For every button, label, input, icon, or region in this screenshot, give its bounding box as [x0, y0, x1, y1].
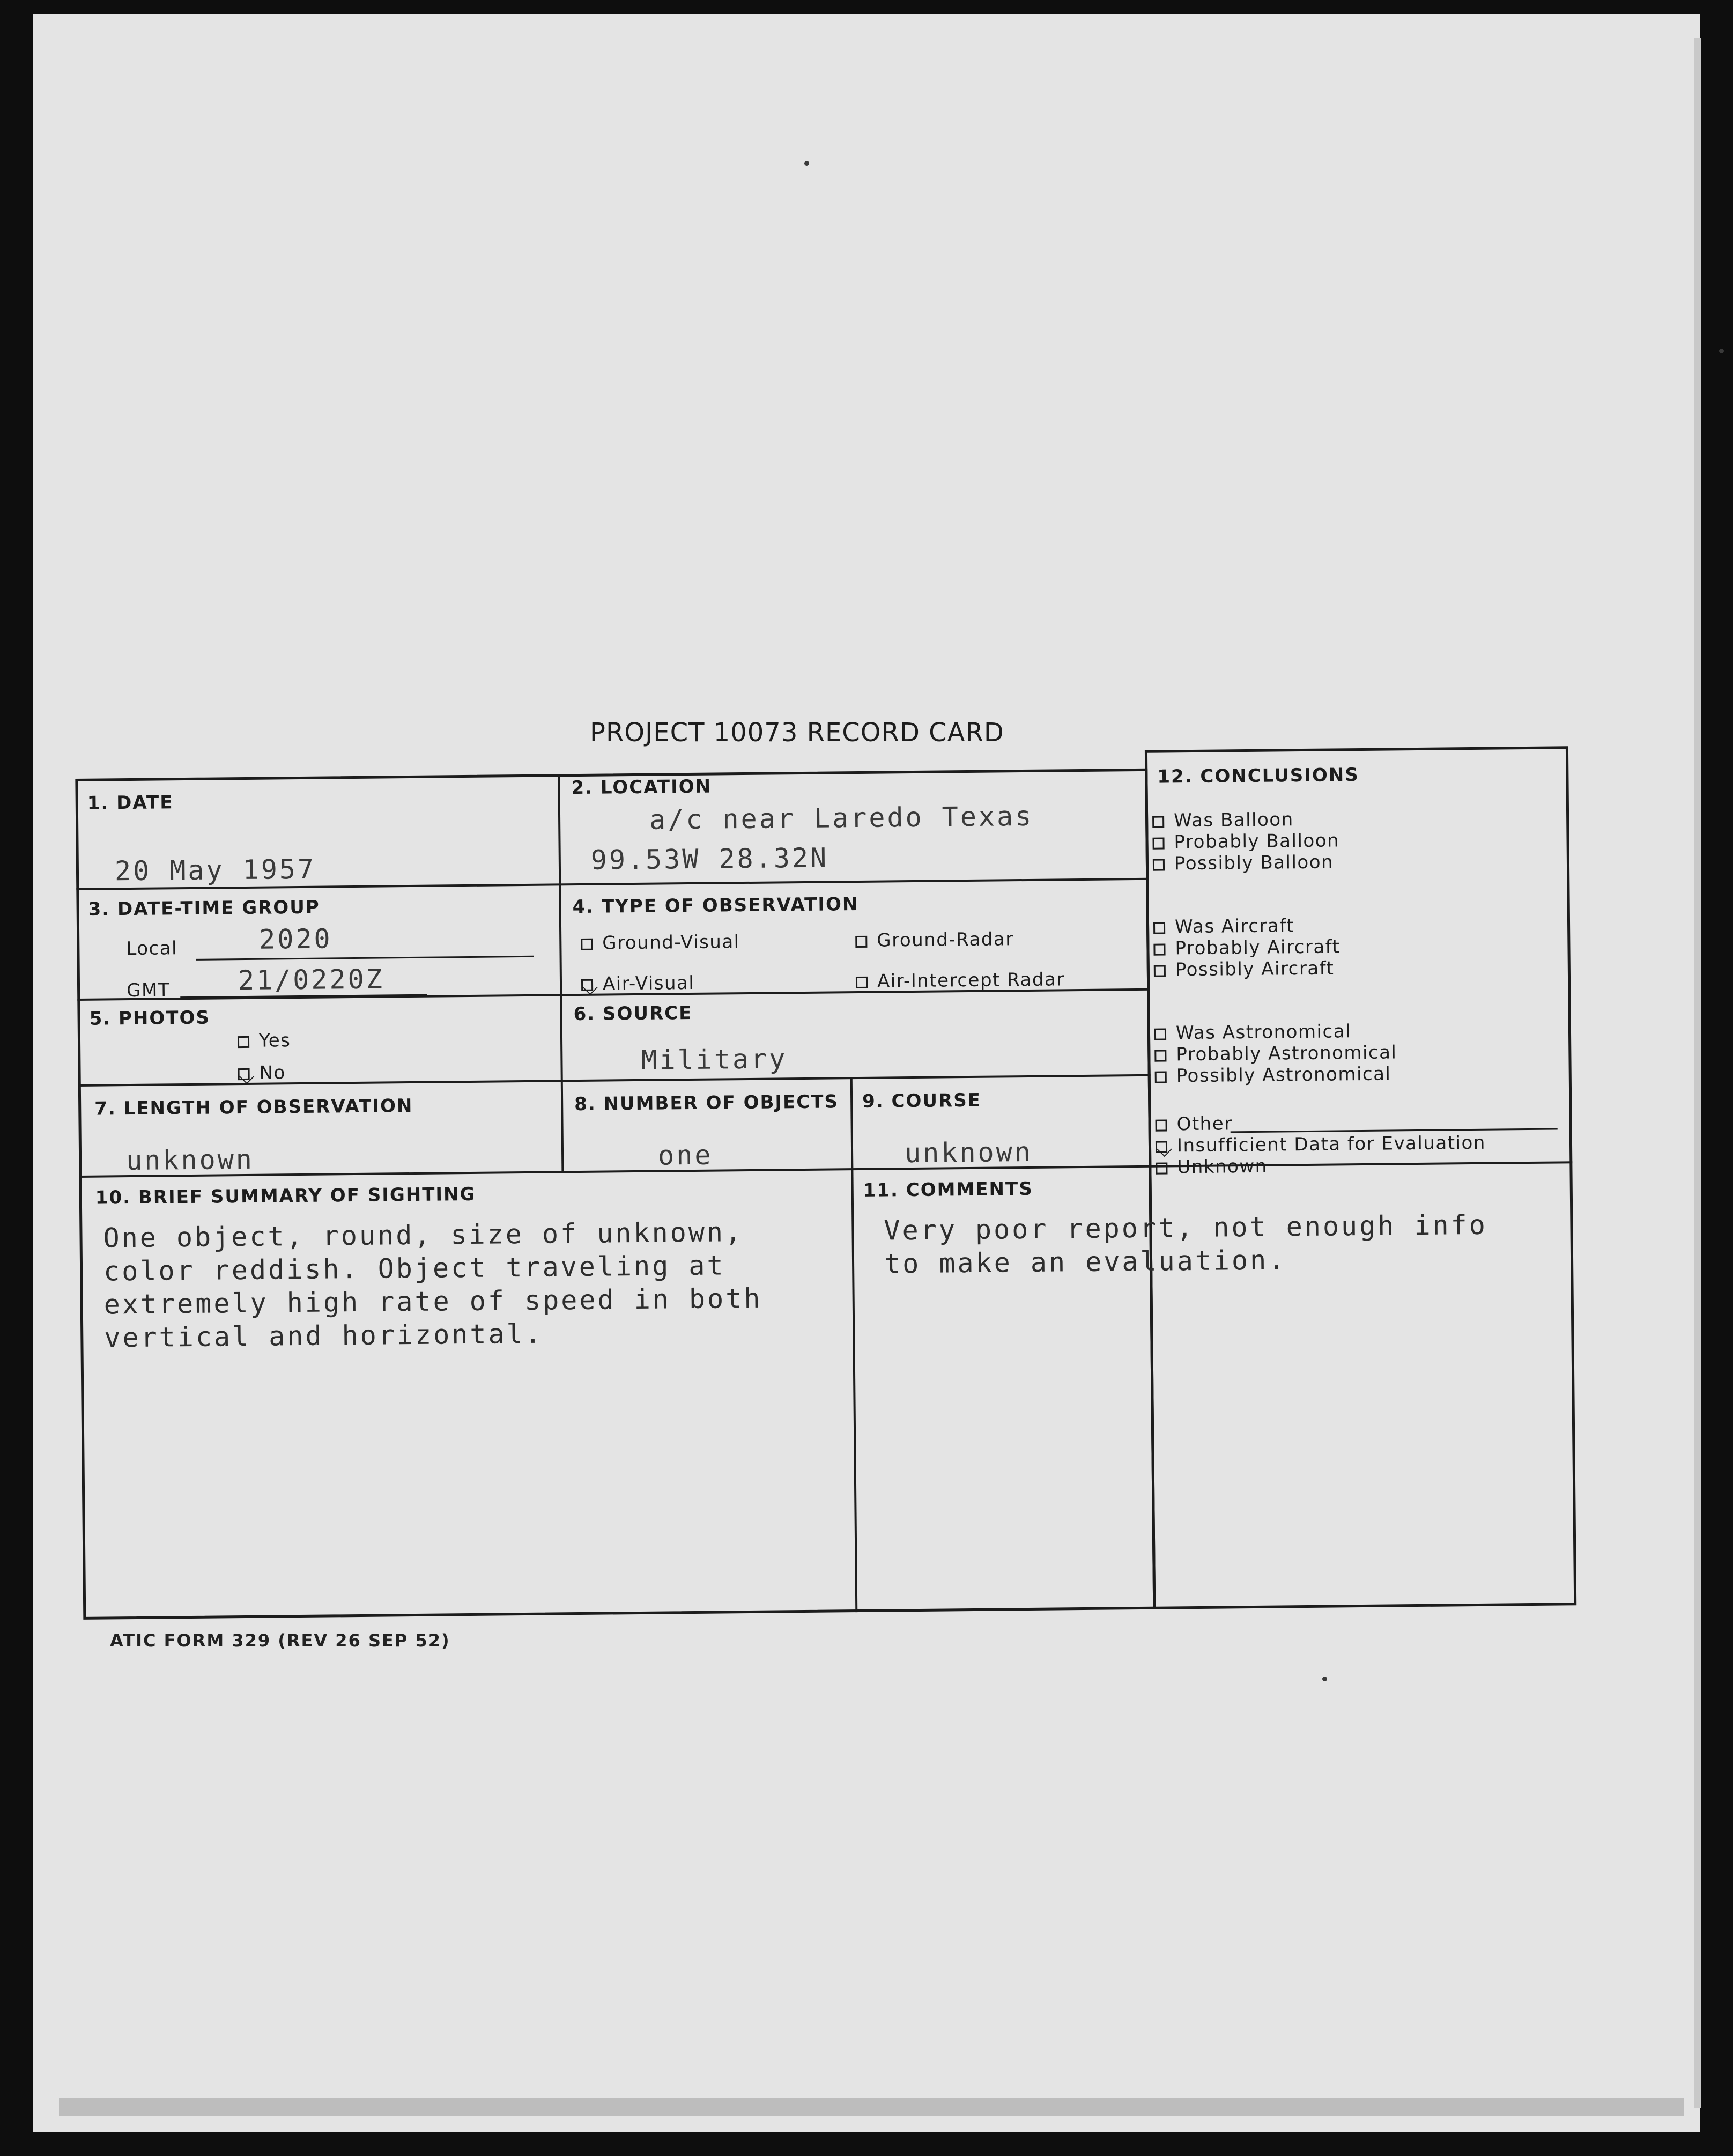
- conclusion-text: Unknown: [1177, 1155, 1268, 1178]
- option-ground-radar-text: Ground-Radar: [877, 928, 1014, 951]
- number-of-objects-label: 8. NUMBER OF OBJECTS: [574, 1091, 839, 1116]
- checkbox-possibly-astronomical: [1155, 1071, 1167, 1083]
- checkbox-ground-radar: [855, 936, 867, 948]
- photos-yes-text: Yes: [258, 1030, 291, 1052]
- option-air-intercept-radar: [856, 969, 1065, 992]
- checkbox-other: [1156, 1119, 1167, 1131]
- scan-speck: [804, 161, 809, 166]
- checkbox-probably-aircraft: [1153, 943, 1165, 955]
- option-air-visual: [581, 972, 695, 995]
- checkbox-insufficient-data-checked: [1156, 1141, 1167, 1153]
- conclusion-text: Was Aircraft: [1174, 915, 1295, 938]
- conclusion-text: Possibly Balloon: [1174, 851, 1334, 875]
- checkbox-ground-visual: [581, 939, 593, 950]
- date-value: 20 May 1957: [114, 853, 316, 887]
- checkbox-probably-astronomical: [1154, 1050, 1166, 1061]
- date-label: 1. DATE: [87, 792, 174, 814]
- conclusion-text: Probably Astronomical: [1176, 1042, 1397, 1066]
- checkbox-air-intercept-radar: [856, 977, 868, 988]
- location-line-1: a/c near Laredo Texas: [649, 800, 1034, 836]
- conclusion-text: Insufficient Data for Evaluation: [1176, 1132, 1486, 1157]
- option-ground-radar: [855, 928, 1014, 951]
- comments-label: 11. COMMENTS: [863, 1178, 1033, 1201]
- type-of-observation-label: 4. TYPE OF OBSERVATION: [572, 893, 859, 918]
- location-label: 2. LOCATION: [571, 776, 712, 799]
- paper-bottom-band: [59, 2098, 1684, 2116]
- option-ground-visual-text: Ground-Visual: [602, 931, 740, 954]
- conclusion-other: [1155, 1110, 1562, 1135]
- checkbox-possibly-balloon: [1153, 859, 1165, 871]
- checkbox-possibly-aircraft: [1154, 965, 1166, 977]
- comments-text: Very poor report, not enough info to make an evaluation.: [884, 1209, 1488, 1280]
- photos-no-text: No: [259, 1062, 286, 1084]
- photos-label: 5. PHOTOS: [89, 1007, 211, 1030]
- number-of-objects-value: one: [657, 1139, 713, 1171]
- checkbox-probably-balloon: [1152, 838, 1164, 850]
- checkbox-unknown: [1156, 1162, 1167, 1174]
- scan-speck: [1322, 1677, 1327, 1681]
- form-number-footer: ATIC FORM 329 (REV 26 SEP 52): [110, 1630, 450, 1651]
- local-value: 2020: [258, 923, 332, 955]
- option-ground-visual: [581, 931, 740, 954]
- length-of-observation-label: 7. LENGTH OF OBSERVATION: [94, 1095, 413, 1120]
- conclusion-text: Other: [1176, 1113, 1233, 1135]
- checkbox-photos-yes: [238, 1036, 249, 1048]
- source-label: 6. SOURCE: [573, 1002, 693, 1025]
- checkbox-air-visual-checked: [581, 979, 593, 991]
- conclusion-text: Possibly Astronomical: [1176, 1063, 1391, 1087]
- checkbox-was-astronomical: [1154, 1028, 1166, 1040]
- photos-yes: [238, 1030, 291, 1052]
- conclusions-label: 12. CONCLUSIONS: [1157, 764, 1359, 788]
- local-label: Local: [126, 937, 178, 960]
- date-time-group-label: 3. DATE-TIME GROUP: [88, 896, 320, 920]
- gmt-label: GMT: [126, 979, 171, 1002]
- paper-right-band: [1694, 38, 1701, 2108]
- conclusion-text: Probably Balloon: [1174, 830, 1340, 853]
- conclusions-list: [1152, 806, 1564, 1178]
- checkbox-was-balloon: [1152, 816, 1164, 828]
- conclusion-text: Probably Aircraft: [1175, 936, 1341, 959]
- location-line-2: 99.53W 28.32N: [590, 842, 829, 876]
- course-value: unknown: [904, 1136, 1033, 1169]
- source-value: Military: [641, 1043, 788, 1076]
- checkbox-photos-no-checked: [238, 1068, 250, 1080]
- conclusion-text: Was Astronomical: [1175, 1021, 1352, 1044]
- gmt-value: 21/0220Z: [238, 963, 385, 996]
- summary-text: One object, round, size of unknown, color reddish. Object traveling at extremely high rate of speed in both vertical and horizontal.: [103, 1216, 762, 1354]
- scan-speck: [1719, 349, 1724, 353]
- option-air-visual-text: Air-Visual: [602, 972, 695, 995]
- summary-label: 10. BRIEF SUMMARY OF SIGHTING: [95, 1183, 476, 1209]
- conclusion-unknown: [1156, 1153, 1563, 1178]
- course-label: 9. COURSE: [862, 1089, 982, 1112]
- conclusion-text: Was Balloon: [1173, 809, 1294, 832]
- card-title: PROJECT 10073 RECORD CARD: [590, 718, 1004, 748]
- checkbox-was-aircraft: [1153, 922, 1165, 934]
- option-air-intercept-radar-text: Air-Intercept Radar: [877, 969, 1065, 992]
- length-of-observation-value: unknown: [125, 1143, 255, 1177]
- conclusion-text: Possibly Aircraft: [1175, 957, 1335, 981]
- photos-no: [238, 1062, 286, 1084]
- record-card-form: [75, 746, 1574, 1629]
